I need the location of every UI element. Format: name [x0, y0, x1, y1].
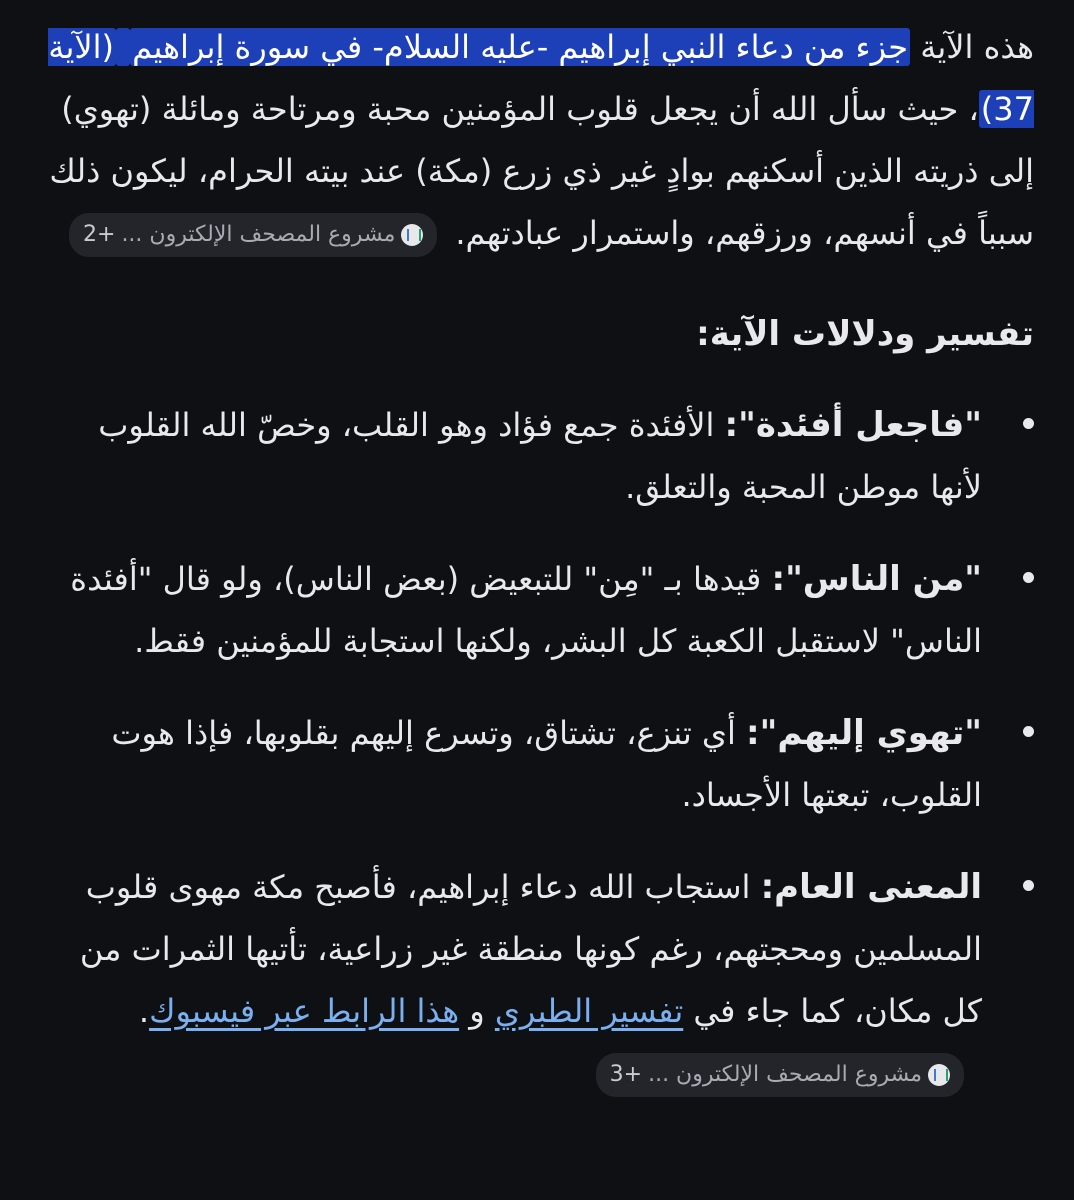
sentence-end: . — [138, 992, 150, 1030]
source-chip-label: مشروع المصحف الإلكترون ... — [121, 222, 396, 247]
link-joiner: و — [459, 992, 495, 1030]
bullet-icon — [1023, 418, 1034, 429]
source-chip[interactable] — [596, 1053, 964, 1097]
answer-content — [40, 0, 1034, 1134]
source-chip-label: مشروع المصحف الإلكترون ... — [648, 1062, 922, 1087]
source-chip-count: +3 — [609, 1062, 643, 1087]
bullet-text: أي تنزع، تشتاق، وتسرع إليهم بقلوبها، فإذا هوت القلوب، تبعتها الأجساد. — [111, 714, 982, 814]
source-chip[interactable] — [69, 213, 437, 257]
bullet-term: "من الناس": — [771, 559, 982, 599]
selected-text-2[interactable]: (الآية 37) — [48, 28, 1034, 128]
list-item — [40, 856, 1034, 1104]
list-item — [40, 702, 1034, 826]
intro-rest: ، حيث سأل الله أن يجعل قلوب المؤمنين محبة ومرتاحة ومائلة (تهوي) إلى ذريته الذين أسكنهم بوادٍ غير ذي زرع (مكة) عند بيته الحرام، ليكون ذلك سبباً في أنسهم، ورزقهم، واستمرار عبادتهم. — [49, 90, 1034, 252]
intro-prefix: هذه الآية — [910, 28, 1034, 66]
tabari-tafsir-link[interactable]: تفسير الطبري — [494, 992, 684, 1030]
mushaf-logo-icon — [401, 224, 423, 246]
bullet-text: الأفئدة جمع فؤاد وهو القلب، وخصّ الله القلوب لأنها موطن المحبة والتعلق. — [98, 406, 982, 506]
mushaf-logo-icon — [928, 1064, 950, 1086]
bullet-list — [40, 394, 1034, 1104]
bullet-icon — [1023, 726, 1034, 737]
list-item — [40, 394, 1034, 518]
bullet-term: "تهوي إليهم": — [746, 713, 982, 753]
bullet-text: استجاب الله دعاء إبراهيم، فأصبح مكة مهوى قلوب المسلمين ومحجتهم، رغم كونها منطقة غير زراعية، تأتيها الثمرات من كل مكان، كما جاء في — [79, 868, 982, 1030]
selected-text-space[interactable] — [116, 28, 130, 66]
bullet-text: قيدها بـ "مِن" للتبعيض (بعض الناس)، ولو قال "أفئدة الناس" لاستقبل الكعبة كل البشر، ولكنها استجابة للمؤمنين فقط. — [70, 560, 982, 660]
bullet-icon — [1023, 572, 1034, 583]
list-item — [40, 548, 1034, 672]
facebook-link[interactable]: هذا الرابط عبر فيسبوك — [149, 992, 460, 1030]
intro-paragraph — [40, 16, 1034, 264]
bullet-term: "فاجعل أفئدة": — [724, 405, 982, 445]
bullet-term: المعنى العام: — [760, 867, 982, 907]
bullet-icon — [1023, 880, 1034, 891]
selected-text-1[interactable]: جزء من دعاء النبي إبراهيم -عليه السلام- في سورة إبراهيم — [132, 28, 909, 66]
section-heading: تفسير ودلالات الآية: — [696, 314, 1034, 354]
scrollbar[interactable] — [0, 0, 4, 1200]
source-chip-count: +2 — [83, 222, 116, 247]
